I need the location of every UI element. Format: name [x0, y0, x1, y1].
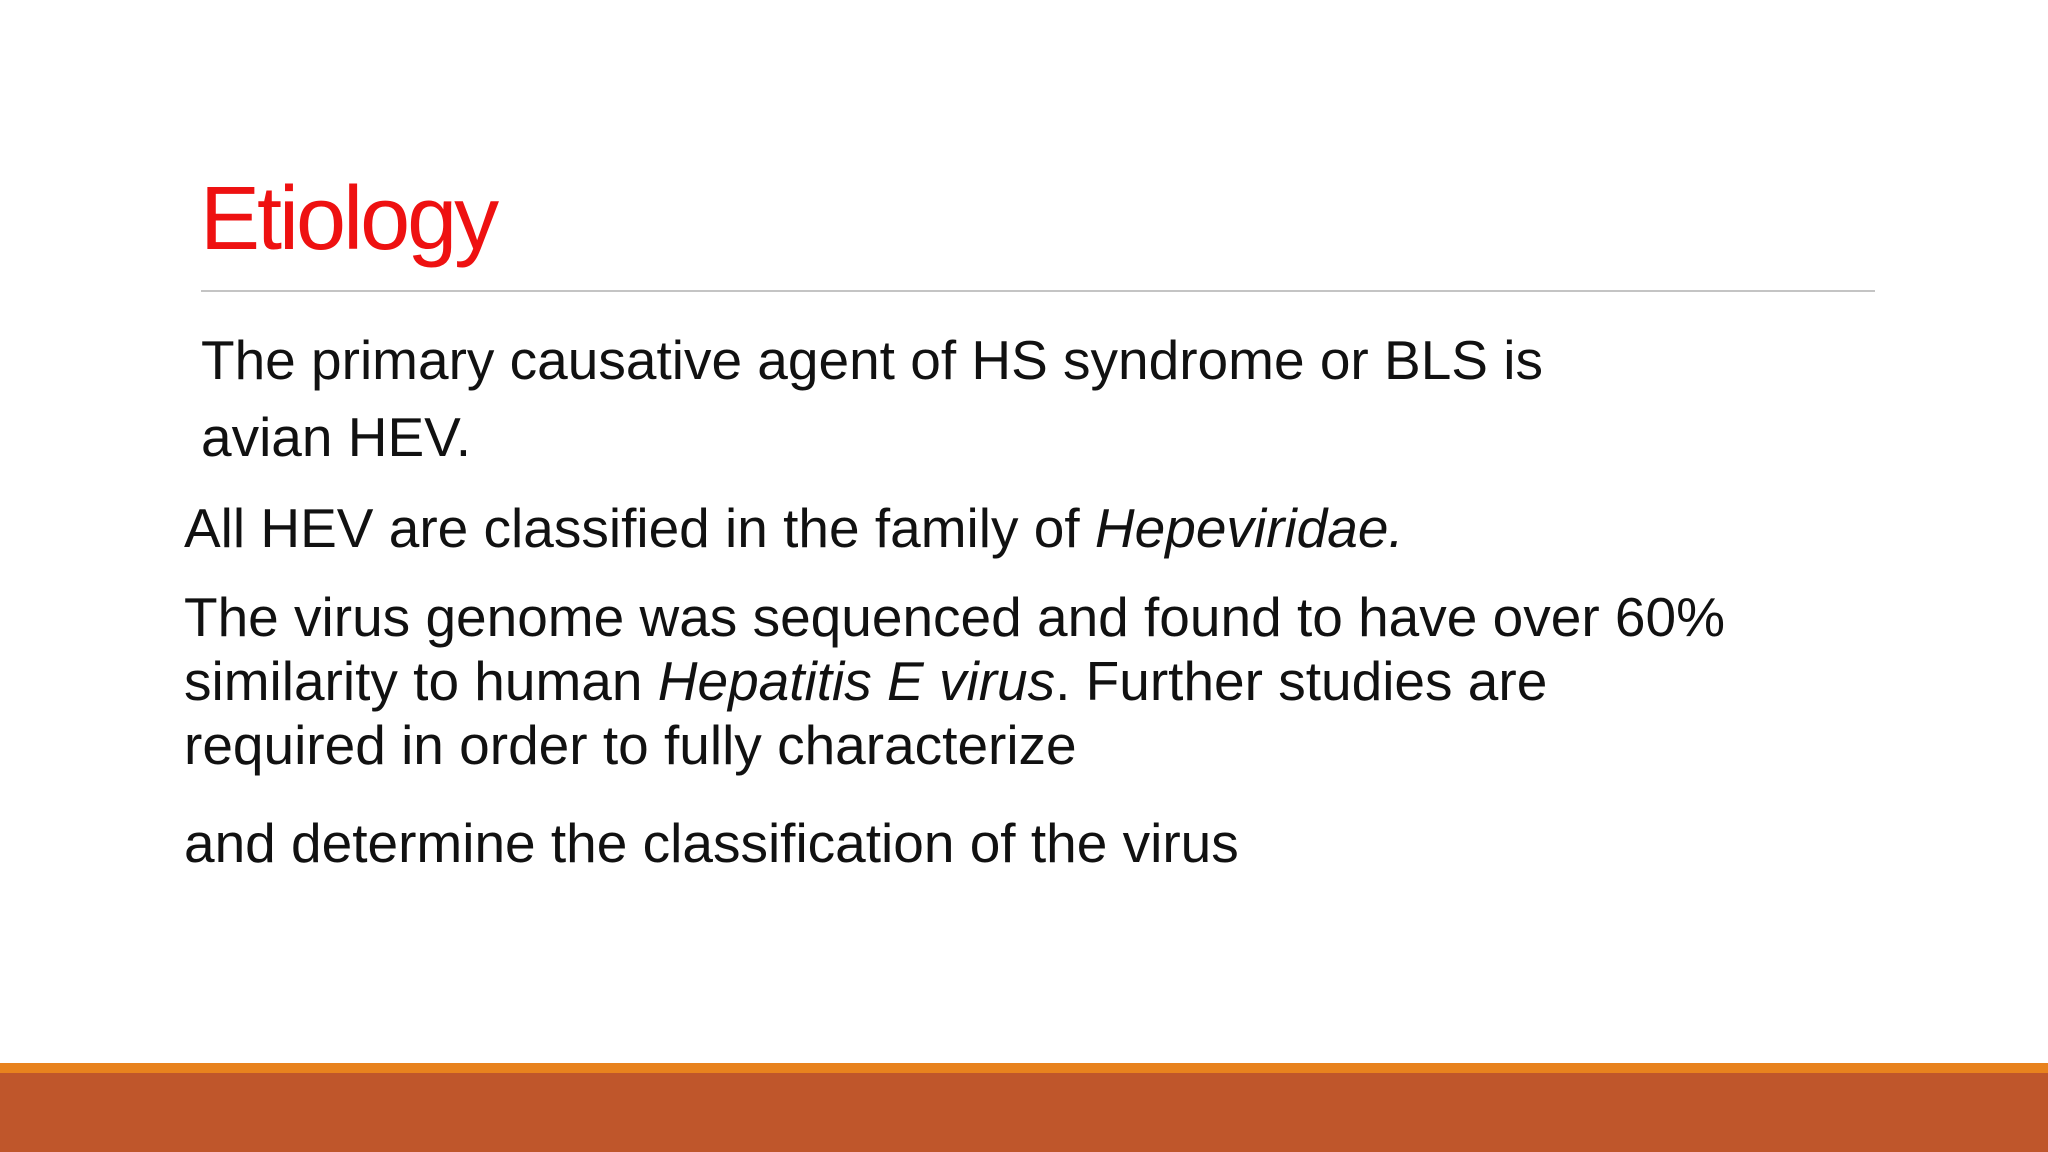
paragraph-text: and determine the classification of the virus	[184, 812, 1239, 874]
paragraph-genome	[184, 585, 1725, 777]
footer-band	[0, 1073, 2048, 1152]
paragraph-primary-agent	[201, 322, 1543, 476]
paragraph-line: The primary causative agent of HS syndrome or BLS is	[201, 329, 1543, 391]
paragraph-determine	[184, 807, 1239, 879]
paragraph-text: . Further studies are	[1055, 650, 1548, 712]
family-name: Hepeviridae.	[1094, 497, 1404, 559]
paragraph-line: The virus genome was sequenced and found to have over 60%	[184, 586, 1725, 648]
paragraph-line: avian HEV.	[201, 406, 472, 468]
footer-accent-bar	[0, 1063, 2048, 1073]
title-divider	[201, 290, 1875, 292]
paragraph-text: similarity to human	[184, 650, 658, 712]
paragraph-classification	[184, 492, 1404, 564]
paragraph-line: required in order to fully characterize	[184, 714, 1077, 776]
virus-name: Hepatitis E virus	[657, 650, 1056, 712]
paragraph-text: All HEV are classified in the family of	[184, 497, 1095, 559]
slide-title: Etiology	[200, 169, 497, 269]
